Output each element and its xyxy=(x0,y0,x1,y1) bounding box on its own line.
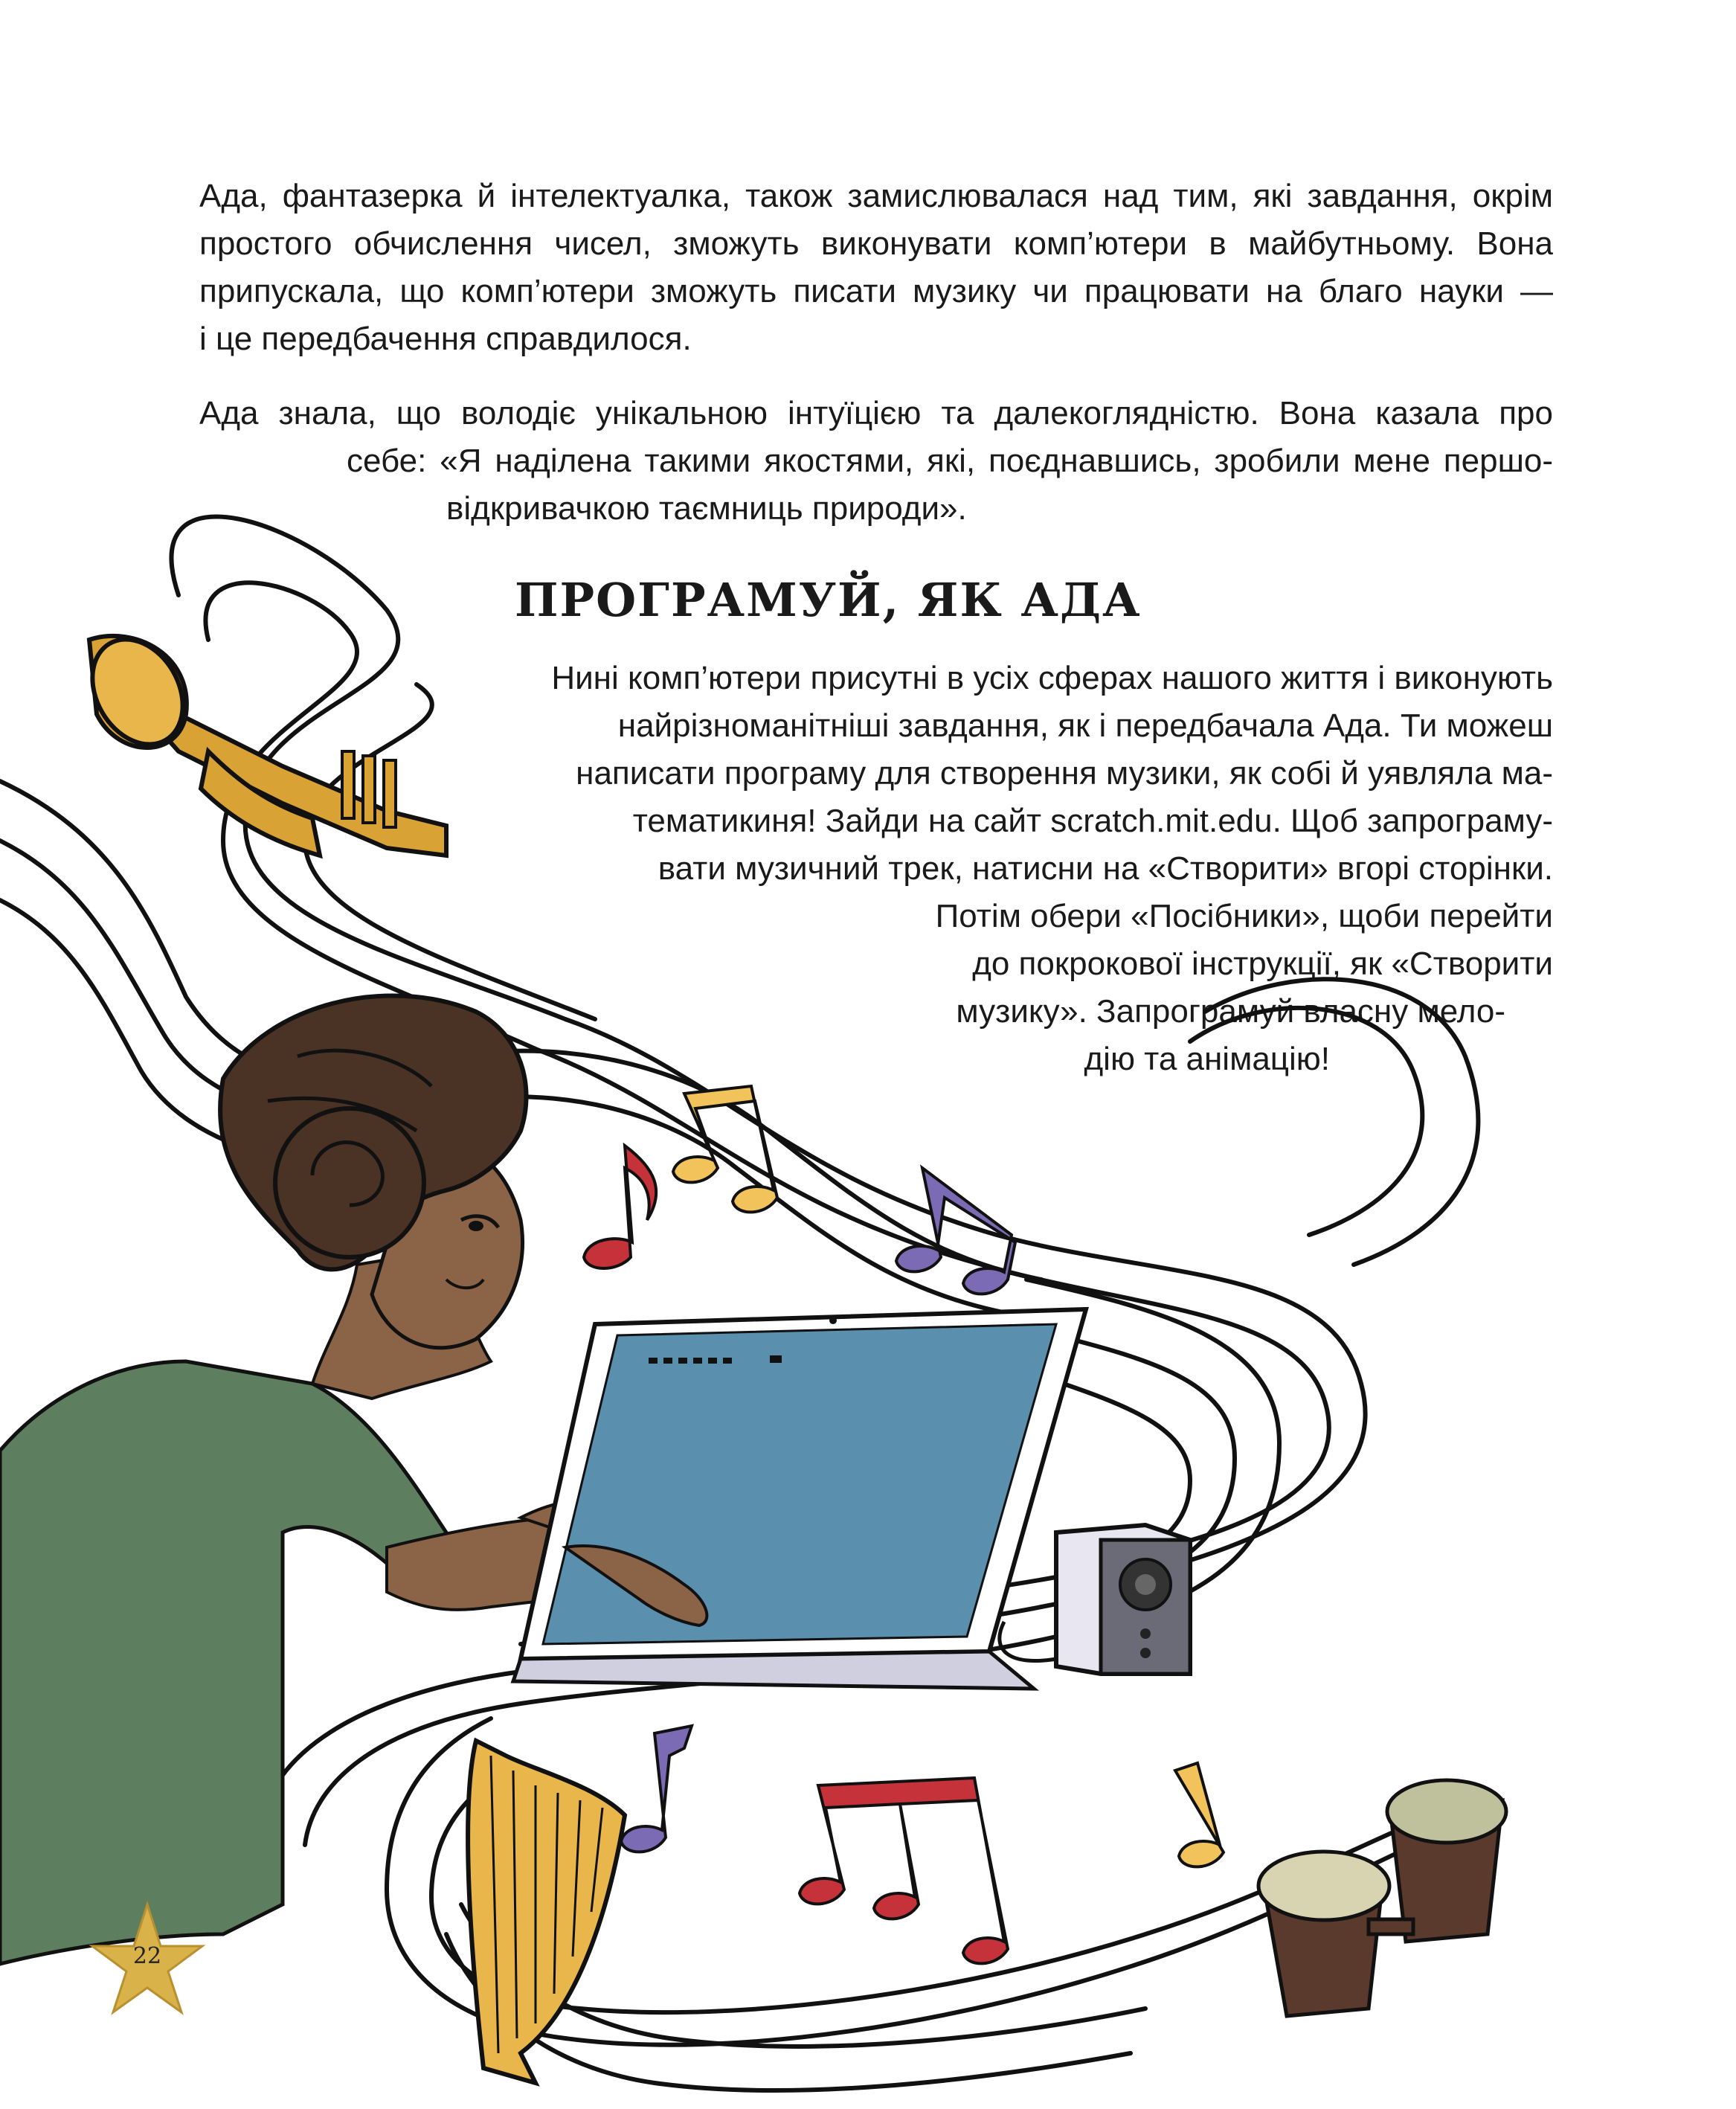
text-line: Ада, фантазерка й інтелектуалка, також замислювалася над тим, які завдання, окрім xyxy=(199,178,1553,214)
text-line: Ада знала, що володіє унікальною інтуїцією та далекоглядністю. Вона казала про xyxy=(199,395,1553,431)
text-line: припускала, що комп’ютери зможуть писати музику чи працювати на благо науки — xyxy=(199,273,1553,309)
text-line: себе: «Я наділена такими якостями, які, поєднавшись, зробили мене першо- xyxy=(347,443,1553,479)
text-line: до покрокової інструкції, як «Створити xyxy=(972,946,1553,982)
music-note-icon xyxy=(621,1726,692,1852)
music-note-icon xyxy=(800,1778,1008,1963)
text-line: написати програму для створення музики, як собі й уявляла ма- xyxy=(576,755,1553,792)
section-heading: ПРОГРАМУЙ, ЯК АДА xyxy=(515,573,1142,627)
text-line: дію та анімацію! xyxy=(1084,1041,1330,1077)
harp-icon xyxy=(468,1741,625,2083)
music-note-icon xyxy=(896,1168,1015,1294)
music-note-icon xyxy=(584,1146,656,1268)
text-line: найрізноманітніші завдання, як і передбачала Ада. Ти можеш xyxy=(617,707,1553,744)
text-line: вати музичний трек, натисни на «Створити» вгорі сторінки. xyxy=(658,850,1553,887)
music-note-icon xyxy=(1175,1763,1224,1866)
text-line: простого обчислення чисел, зможуть виконувати комп’ютери в майбутньому. Вона xyxy=(199,225,1553,262)
text-line: і це передбачення справдилося. xyxy=(199,321,692,357)
text-line: музику». Запрограмуй власну мело- xyxy=(956,993,1505,1030)
text-line: відкривачкою таємниць природи». xyxy=(446,490,967,527)
page-number: 22 xyxy=(132,1943,162,1969)
text-line: тематикиня! Зайди на сайт scratch.mit.edu. Щоб запрограму- xyxy=(632,803,1553,839)
text-line: Нині комп’ютери присутні в усіх сферах нашого життя і виконують xyxy=(551,660,1553,696)
text-line: Потім обери «Посібники», щоби перейти xyxy=(935,898,1553,934)
speaker-icon xyxy=(1000,1525,1190,1674)
bongo-drums-icon xyxy=(1258,1780,1506,2016)
